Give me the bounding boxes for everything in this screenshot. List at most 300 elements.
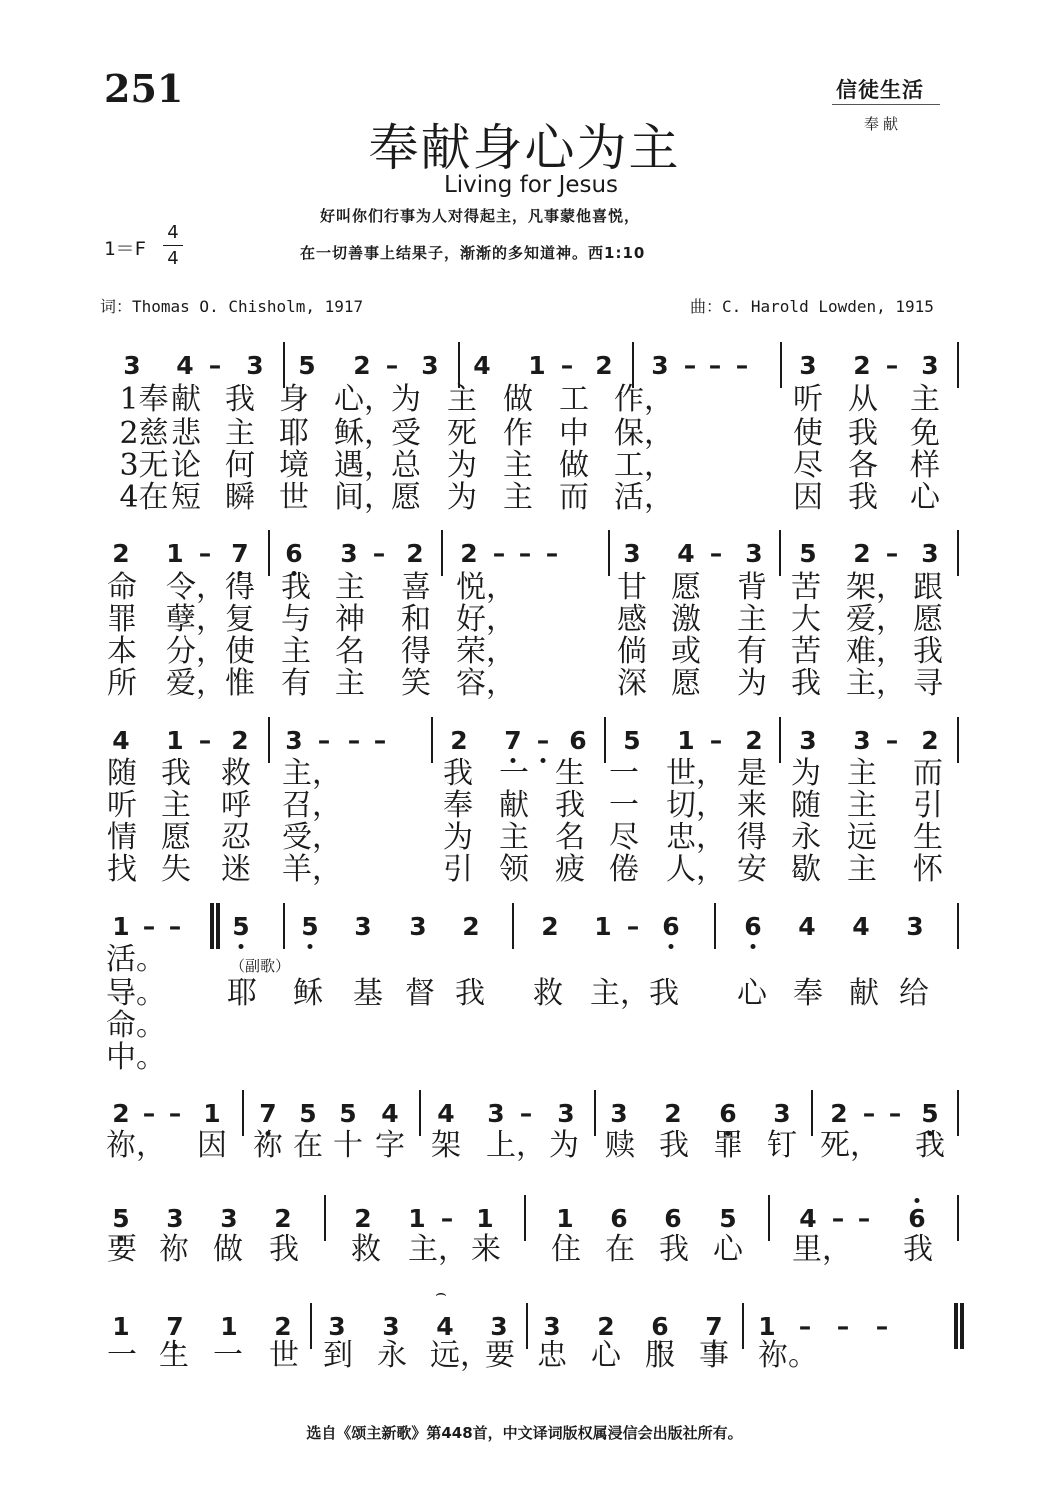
note: 4 bbox=[112, 726, 130, 755]
lyric-syllable: 救 bbox=[533, 976, 563, 1011]
note: – bbox=[560, 351, 574, 380]
time-signature bbox=[163, 221, 183, 270]
note: 3 bbox=[487, 1099, 505, 1128]
lyric-syllable: 一 bbox=[107, 1338, 137, 1373]
lyric-syllable: 呼 bbox=[221, 788, 251, 823]
note: 1 bbox=[220, 1312, 238, 1341]
barline bbox=[957, 717, 959, 763]
lyric-syllable: 听 bbox=[793, 382, 823, 417]
barline bbox=[957, 530, 959, 576]
lyric-syllable: 尽 bbox=[609, 820, 639, 855]
lyric-syllable: 做 bbox=[213, 1232, 243, 1267]
note: 3 bbox=[773, 1099, 791, 1128]
note: 6 bbox=[662, 912, 680, 941]
note: 2 bbox=[112, 539, 130, 568]
lyric-syllable: 到 bbox=[323, 1338, 353, 1373]
lyric-syllable: 主， bbox=[408, 1232, 468, 1267]
lyric-syllable: 各 bbox=[848, 448, 878, 483]
note: 6 bbox=[651, 1312, 669, 1341]
lyric-syllable: 切， bbox=[666, 788, 726, 823]
lyric-syllable: 主 bbox=[503, 448, 533, 483]
lyric-syllable: 心 bbox=[737, 976, 767, 1011]
lyric-syllable: 作 bbox=[503, 416, 533, 451]
barline bbox=[957, 903, 959, 949]
note: 5 bbox=[232, 912, 250, 941]
title-english: Living for Jesus bbox=[443, 172, 619, 198]
note: 2 bbox=[541, 912, 559, 941]
note: – bbox=[888, 1099, 902, 1128]
time-signature-bottom: 4 bbox=[167, 248, 179, 269]
lyric-syllable: 悦， bbox=[456, 570, 516, 605]
lyric-syllable: 复 bbox=[225, 602, 255, 637]
note: 5 bbox=[719, 1204, 737, 1233]
note: 2 bbox=[462, 912, 480, 941]
barline bbox=[268, 717, 270, 763]
lyric-syllable: 主 bbox=[847, 788, 877, 823]
lyric-syllable: 主 bbox=[335, 570, 365, 605]
lyric-syllable: 苦 bbox=[791, 634, 821, 669]
lyric-syllable: 3无 bbox=[119, 448, 169, 483]
note: – bbox=[373, 726, 387, 755]
lyric-syllable: 稣， bbox=[334, 416, 394, 451]
lyric-syllable: 主 bbox=[335, 666, 365, 701]
lyric-syllable: 总 bbox=[391, 448, 421, 483]
note: 3 bbox=[610, 1099, 628, 1128]
lyric-syllable: 免 bbox=[910, 416, 940, 451]
lyric-syllable: 永 bbox=[377, 1338, 407, 1373]
note: 4 bbox=[799, 1204, 817, 1233]
note: 3 bbox=[123, 351, 141, 380]
lyric-syllable: 要 bbox=[485, 1338, 515, 1373]
lyric-syllable: 我 bbox=[225, 382, 255, 417]
note: 1 bbox=[166, 539, 184, 568]
lyric-syllable: 住 bbox=[551, 1232, 581, 1267]
lyric-syllable: 死， bbox=[820, 1128, 880, 1163]
note: – bbox=[385, 351, 399, 380]
lyric-syllable: 甘 bbox=[617, 570, 647, 605]
lyric-syllable: 忠 bbox=[537, 1338, 567, 1373]
lyric-syllable: 倦 bbox=[609, 852, 639, 887]
lyric-syllable: 名 bbox=[555, 820, 585, 855]
lower-octave-dot bbox=[669, 944, 674, 949]
lyric-syllable: 为 bbox=[791, 756, 821, 791]
lower-octave-dot bbox=[239, 944, 244, 949]
subcategory-label: 奉献 bbox=[864, 115, 903, 133]
hymn-number: 251 bbox=[104, 66, 184, 111]
note: – bbox=[831, 1204, 845, 1233]
lyric-syllable: 随 bbox=[107, 756, 137, 791]
note: 3 bbox=[799, 351, 817, 380]
lyric-syllable: 我 bbox=[455, 976, 485, 1011]
lyric-syllable: 迷 bbox=[221, 852, 251, 887]
note: 5 bbox=[112, 1204, 130, 1233]
note: 3 bbox=[557, 1099, 575, 1128]
lyric-syllable: 疲 bbox=[555, 852, 585, 887]
note: 3 bbox=[246, 351, 264, 380]
lyric-syllable: 命。 bbox=[106, 1008, 166, 1043]
barline bbox=[594, 1090, 596, 1136]
lyric-syllable: 本 bbox=[107, 634, 137, 669]
note: 6 bbox=[569, 726, 587, 755]
note: 6 bbox=[719, 1099, 737, 1128]
note: 2 bbox=[595, 351, 613, 380]
note: 7 bbox=[231, 539, 249, 568]
note: – bbox=[875, 1312, 889, 1341]
lyric-syllable: 死 bbox=[447, 416, 477, 451]
lyric-syllable: 主 bbox=[847, 852, 877, 887]
note: 1 bbox=[677, 726, 695, 755]
note: – bbox=[518, 539, 532, 568]
lyric-syllable: 歇 bbox=[791, 852, 821, 887]
lyric-syllable: 引 bbox=[443, 852, 473, 887]
lyric-syllable: 召， bbox=[282, 788, 342, 823]
lyric-syllable: 罪 bbox=[713, 1128, 743, 1163]
note: – bbox=[168, 912, 182, 941]
lyric-syllable: 主 bbox=[281, 634, 311, 669]
lyric-syllable: 稣 bbox=[293, 976, 323, 1011]
lyric-syllable: 失 bbox=[161, 852, 191, 887]
lyric-syllable: 一 bbox=[609, 788, 639, 823]
barline bbox=[242, 1090, 244, 1136]
lyric-syllable: 活。 bbox=[106, 942, 166, 977]
refrain-label: （副歌） bbox=[230, 957, 291, 975]
lyric-syllable: 倘 bbox=[617, 634, 647, 669]
lyric-syllable: 瞬 bbox=[225, 480, 255, 515]
lyric-syllable: 来 bbox=[471, 1232, 501, 1267]
note: 1 bbox=[476, 1204, 494, 1233]
lyric-syllable: 背 bbox=[737, 570, 767, 605]
note: 2 bbox=[112, 1099, 130, 1128]
lyric-syllable: 荣， bbox=[456, 634, 516, 669]
note: 3 bbox=[382, 1312, 400, 1341]
lyric-syllable: 活， bbox=[614, 480, 674, 515]
lyric-syllable: 要 bbox=[107, 1232, 137, 1267]
note: 2 bbox=[274, 1204, 292, 1233]
note: 3 bbox=[490, 1312, 508, 1341]
note: – bbox=[836, 1312, 850, 1341]
lyric-syllable: 架 bbox=[431, 1128, 461, 1163]
lyric-syllable: 为 bbox=[447, 448, 477, 483]
barline bbox=[957, 1195, 959, 1241]
lower-octave-dot bbox=[541, 758, 546, 763]
note: – bbox=[708, 351, 722, 380]
lyric-syllable: 得 bbox=[737, 820, 767, 855]
lyric-syllable: 我 bbox=[903, 1232, 933, 1267]
lyric-syllable: 祢， bbox=[106, 1128, 166, 1163]
note: 7 bbox=[166, 1312, 184, 1341]
lyric-syllable: 有 bbox=[737, 634, 767, 669]
lyric-syllable: 做 bbox=[559, 448, 589, 483]
note: 2 bbox=[664, 1099, 682, 1128]
note: 7 bbox=[705, 1312, 723, 1341]
lyric-syllable: 导。 bbox=[106, 976, 166, 1011]
lyric-syllable: 名 bbox=[335, 634, 365, 669]
lyric-syllable: 安 bbox=[737, 852, 767, 887]
lyric-syllable: 生 bbox=[555, 756, 585, 791]
note: 2 bbox=[830, 1099, 848, 1128]
barline bbox=[324, 1195, 326, 1241]
fermata-mark: ⌢ bbox=[435, 1283, 447, 1304]
note: 1 bbox=[166, 726, 184, 755]
lyric-syllable: 给 bbox=[899, 976, 929, 1011]
lyric-syllable: 好， bbox=[456, 602, 516, 637]
note: 1 bbox=[594, 912, 612, 941]
lyric-syllable: 在 bbox=[293, 1128, 323, 1163]
lyric-syllable: 使 bbox=[793, 416, 823, 451]
lyric-syllable: 主 bbox=[847, 756, 877, 791]
lyric-syllable: 使 bbox=[225, 634, 255, 669]
lyric-syllable: 世 bbox=[269, 1338, 299, 1373]
note: 1 bbox=[112, 912, 130, 941]
lyric-syllable: 奉 bbox=[443, 788, 473, 823]
barline bbox=[957, 342, 959, 388]
note: 3 bbox=[623, 539, 641, 568]
lyric-syllable: 救 bbox=[221, 756, 251, 791]
double-barline bbox=[214, 903, 220, 949]
note: – bbox=[683, 351, 697, 380]
lyric-syllable: 生 bbox=[159, 1338, 189, 1373]
title-chinese: 奉献身心为主 bbox=[368, 119, 681, 177]
lyric-syllable: 愿 bbox=[391, 480, 421, 515]
lower-octave-dot bbox=[751, 944, 756, 949]
note: 3 bbox=[328, 1312, 346, 1341]
lyric-syllable: 工， bbox=[614, 448, 674, 483]
lyric-syllable: 主 bbox=[503, 480, 533, 515]
lyric-syllable: 听 bbox=[107, 788, 137, 823]
lyric-syllable: 献 bbox=[849, 976, 879, 1011]
lyric-syllable: 引 bbox=[913, 788, 943, 823]
lyric-syllable: 为 bbox=[549, 1128, 579, 1163]
note: 5 bbox=[299, 1099, 317, 1128]
lyric-syllable: 我 bbox=[649, 976, 679, 1011]
time-signature-top: 4 bbox=[167, 222, 179, 243]
lyric-syllable: 喜 bbox=[401, 570, 431, 605]
lyric-syllable: 尽 bbox=[793, 448, 823, 483]
lyric-syllable: 主， bbox=[590, 976, 650, 1011]
lyric-syllable: 愿 bbox=[161, 820, 191, 855]
lyric-syllable: 献 bbox=[171, 382, 201, 417]
note: 2 bbox=[597, 1312, 615, 1341]
lyric-syllable: 做 bbox=[503, 382, 533, 417]
double-barline bbox=[958, 1303, 964, 1349]
note: 2 bbox=[745, 726, 763, 755]
note: – bbox=[198, 726, 212, 755]
note: 6 bbox=[285, 539, 303, 568]
lyric-syllable: 奉 bbox=[793, 976, 823, 1011]
note: 4 bbox=[677, 539, 695, 568]
lyric-syllable: 神 bbox=[335, 602, 365, 637]
note: 3 bbox=[421, 351, 439, 380]
note: 3 bbox=[906, 912, 924, 941]
note: 6 bbox=[610, 1204, 628, 1233]
note: 3 bbox=[745, 539, 763, 568]
lyric-syllable: 何 bbox=[225, 448, 255, 483]
lyric-syllable: 我 bbox=[281, 570, 311, 605]
lyric-syllable: 主 bbox=[910, 382, 940, 417]
note: 6 bbox=[744, 912, 762, 941]
lyric-syllable: 惟 bbox=[225, 666, 255, 701]
note: 3 bbox=[340, 539, 358, 568]
lyric-syllable: 为 bbox=[391, 382, 421, 417]
barline bbox=[780, 342, 782, 388]
barline bbox=[526, 1303, 528, 1349]
note: 2 bbox=[921, 726, 939, 755]
lyric-syllable: 远 bbox=[847, 820, 877, 855]
barline bbox=[524, 1195, 526, 1241]
note: – bbox=[347, 726, 361, 755]
note: 1 bbox=[112, 1312, 130, 1341]
lyric-syllable: 我 bbox=[915, 1128, 945, 1163]
lyric-syllable: 我 bbox=[913, 634, 943, 669]
lyric-syllable: 得 bbox=[225, 570, 255, 605]
lyric-syllable: 保， bbox=[614, 416, 674, 451]
scripture-line-1: 好叫你们行事为人对得起主，凡事蒙他喜悦， bbox=[320, 207, 641, 225]
lyric-syllable: 命 bbox=[107, 570, 137, 605]
lyric-syllable: 难， bbox=[846, 634, 906, 669]
note: – bbox=[372, 539, 386, 568]
lyric-syllable: 心 bbox=[591, 1338, 621, 1373]
note: 4 bbox=[176, 351, 194, 380]
lyric-syllable: 主 bbox=[225, 416, 255, 451]
lyric-syllable: 忠， bbox=[666, 820, 726, 855]
note: – bbox=[885, 726, 899, 755]
lyric-syllable: 基 bbox=[353, 976, 383, 1011]
category-underline bbox=[832, 104, 940, 105]
barline bbox=[283, 903, 285, 949]
lyric-syllable: 1奉 bbox=[119, 382, 169, 417]
note: – bbox=[735, 351, 749, 380]
lyric-syllable: 中 bbox=[559, 416, 589, 451]
note: 2 bbox=[460, 539, 478, 568]
lyric-syllable: 祢 bbox=[253, 1128, 283, 1163]
lyric-syllable: 我 bbox=[848, 416, 878, 451]
note: – bbox=[519, 1099, 533, 1128]
barline bbox=[310, 1303, 312, 1349]
lyric-syllable: 4在 bbox=[119, 480, 169, 515]
note: – bbox=[142, 1099, 156, 1128]
lyric-syllable: 为 bbox=[737, 666, 767, 701]
lyric-syllable: 因 bbox=[793, 480, 823, 515]
lyric-syllable: 激 bbox=[671, 602, 701, 637]
lyric-syllable: 上， bbox=[486, 1128, 546, 1163]
lyric-syllable: 因 bbox=[197, 1128, 227, 1163]
lyric-syllable: 工 bbox=[559, 382, 589, 417]
lyric-syllable: 远， bbox=[430, 1338, 490, 1373]
lyric-syllable: 为 bbox=[447, 480, 477, 515]
lyric-syllable: 爱， bbox=[166, 666, 226, 701]
note: – bbox=[208, 351, 222, 380]
lyric-syllable: 督 bbox=[405, 976, 435, 1011]
note: – bbox=[168, 1099, 182, 1128]
note: 2 bbox=[231, 726, 249, 755]
barline bbox=[268, 530, 270, 576]
lower-octave-dot bbox=[308, 944, 313, 949]
note: – bbox=[885, 539, 899, 568]
lyric-syllable: 短 bbox=[171, 480, 201, 515]
barline bbox=[768, 1195, 770, 1241]
note: 5 bbox=[301, 912, 319, 941]
note: 3 bbox=[799, 726, 817, 755]
lyric-syllable: 祢。 bbox=[758, 1338, 818, 1373]
lyric-syllable: 心， bbox=[334, 382, 394, 417]
lyric-syllable: 爱， bbox=[846, 602, 906, 637]
lyric-syllable: 而 bbox=[559, 480, 589, 515]
lyric-syllable: 情 bbox=[107, 820, 137, 855]
lyric-syllable: 悲 bbox=[171, 416, 201, 451]
barline bbox=[512, 903, 514, 949]
note: 4 bbox=[473, 351, 491, 380]
note: 5 bbox=[339, 1099, 357, 1128]
lyric-syllable: 愿 bbox=[913, 602, 943, 637]
note: – bbox=[709, 726, 723, 755]
lyric-syllable: 祢 bbox=[159, 1232, 189, 1267]
lyric-syllable: 或 bbox=[671, 634, 701, 669]
lyric-syllable: 和 bbox=[401, 602, 431, 637]
lyric-syllable: 孽， bbox=[166, 602, 226, 637]
note: 6 bbox=[908, 1204, 926, 1233]
note: 2 bbox=[853, 539, 871, 568]
lyric-syllable: 所 bbox=[107, 666, 137, 701]
note: 3 bbox=[921, 539, 939, 568]
note: 3 bbox=[409, 912, 427, 941]
note: – bbox=[857, 1204, 871, 1233]
lyric-syllable: 找 bbox=[107, 852, 137, 887]
lyric-syllable: 钉 bbox=[767, 1128, 797, 1163]
note: – bbox=[885, 351, 899, 380]
note: 2 bbox=[853, 351, 871, 380]
lyric-syllable: 人， bbox=[666, 852, 726, 887]
note: 2 bbox=[354, 1204, 372, 1233]
note: – bbox=[626, 912, 640, 941]
barline bbox=[431, 717, 433, 763]
lyric-syllable: 领 bbox=[499, 852, 529, 887]
note: – bbox=[709, 539, 723, 568]
lyric-syllable: 来 bbox=[737, 788, 767, 823]
note: – bbox=[142, 912, 156, 941]
lyric-syllable: 我 bbox=[269, 1232, 299, 1267]
lyric-syllable: 主， bbox=[846, 666, 906, 701]
barline bbox=[714, 903, 716, 949]
lyric-syllable: 随 bbox=[791, 788, 821, 823]
lyric-syllable: 是 bbox=[737, 756, 767, 791]
lyric-syllable: 遇， bbox=[334, 448, 394, 483]
lyric-syllable: 为 bbox=[443, 820, 473, 855]
lyric-syllable: 论 bbox=[171, 448, 201, 483]
lyric-syllable: 我 bbox=[659, 1232, 689, 1267]
lyric-syllable: 永 bbox=[791, 820, 821, 855]
note: 4 bbox=[852, 912, 870, 941]
note: 5 bbox=[799, 539, 817, 568]
lyric-syllable: 间， bbox=[334, 480, 394, 515]
lyric-syllable: 十 bbox=[333, 1128, 363, 1163]
lyric-syllable: 世 bbox=[279, 480, 309, 515]
note: 3 bbox=[220, 1204, 238, 1233]
lyric-syllable: 令， bbox=[166, 570, 226, 605]
lyric-syllable: 忍 bbox=[221, 820, 251, 855]
lyric-syllable: 容， bbox=[456, 666, 516, 701]
note: 4 bbox=[436, 1312, 454, 1341]
note: 3 bbox=[921, 351, 939, 380]
lyric-syllable: 生 bbox=[913, 820, 943, 855]
lyric-syllable: 献 bbox=[499, 788, 529, 823]
scripture-line-2: 在一切善事上结果子，渐渐的多知道神。西1:10 bbox=[300, 244, 646, 262]
note: 3 bbox=[166, 1204, 184, 1233]
lyric-syllable: 架， bbox=[846, 570, 906, 605]
lyric-syllable: 羊， bbox=[282, 852, 342, 887]
note: 3 bbox=[651, 351, 669, 380]
lyric-syllable: 赎 bbox=[605, 1128, 635, 1163]
lyric-syllable: 感 bbox=[617, 602, 647, 637]
